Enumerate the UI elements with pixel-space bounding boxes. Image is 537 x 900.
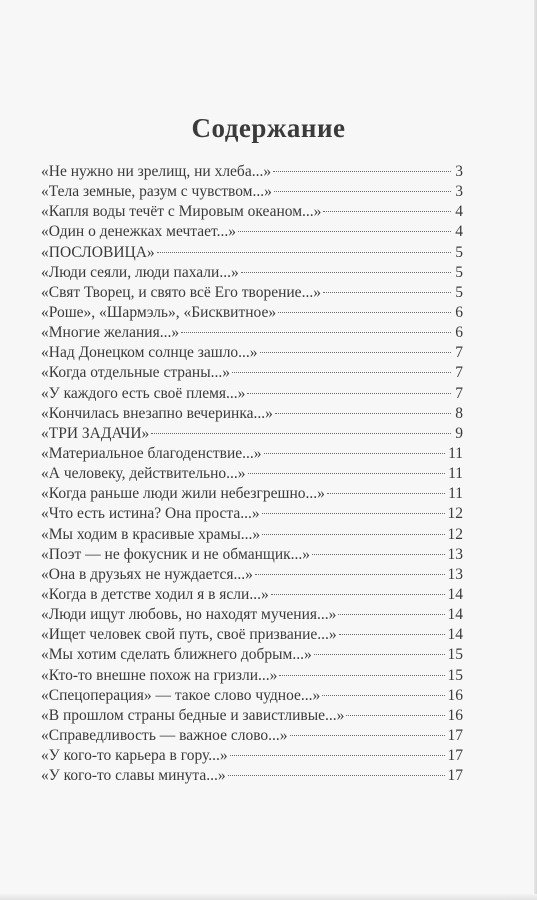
toc-entry	[41, 505, 463, 525]
toc-entry-title: «Когда раньше люди жили небезгрешно...»	[41, 485, 325, 503]
toc-entry-title: «Один о денежках мечтает...»	[41, 223, 236, 241]
toc-dot-leader	[264, 453, 446, 454]
toc-entry-page-number: 15	[447, 646, 463, 664]
toc-entry-title: «Люди сеяли, люди пахали...»	[41, 263, 239, 281]
toc-entry	[41, 264, 463, 284]
toc-entry-title: «Когда в детстве ходил я в ясли...»	[41, 585, 269, 603]
table-of-contents	[41, 163, 463, 787]
toc-entry-page-number: 4	[455, 203, 463, 221]
toc-dot-leader	[232, 372, 451, 373]
toc-entry	[41, 626, 463, 646]
toc-entry-page-number: 16	[447, 706, 463, 724]
toc-entry-page-number: 6	[455, 303, 463, 321]
toc-entry-page-number: 12	[447, 525, 463, 543]
toc-entry-title: «Что есть истина? Она проста...»	[41, 505, 260, 523]
toc-dot-leader	[323, 292, 451, 293]
toc-dot-leader	[255, 574, 445, 575]
toc-dot-leader	[338, 614, 444, 615]
toc-dot-leader	[230, 755, 445, 756]
toc-entry-page-number: 6	[455, 324, 463, 342]
toc-dot-leader	[241, 272, 451, 273]
toc-entry	[41, 566, 463, 586]
toc-entry	[41, 163, 463, 183]
toc-entry-page-number: 4	[455, 223, 463, 241]
toc-entry-title: «Многие желания...»	[41, 324, 180, 342]
toc-entry-page-number: 13	[447, 545, 463, 563]
toc-entry-title: «Капля воды течёт с Мировым океаном...»	[41, 203, 322, 221]
toc-dot-leader	[346, 715, 444, 716]
toc-entry-page-number: 5	[455, 283, 463, 301]
toc-dot-leader	[271, 594, 445, 595]
toc-entry-title: «Когда отдельные страны...»	[41, 364, 230, 382]
toc-entry-page-number: 8	[455, 404, 463, 422]
toc-entry-title: «Мы ходим в красивые храмы...»	[41, 525, 261, 543]
toc-entry	[41, 203, 463, 223]
toc-entry	[41, 747, 463, 767]
toc-entry-page-number: 11	[448, 485, 463, 503]
toc-entry	[41, 385, 463, 405]
toc-entry	[41, 727, 463, 747]
toc-entry	[41, 324, 463, 344]
toc-entry-title: «Спецоперация» — такое слово чудное...»	[41, 686, 321, 704]
toc-entry-title: «Кто-то внешне похож на гризли...»	[41, 666, 278, 684]
toc-entry-title: «Ищет человек свой путь, своё призвание...»	[41, 626, 337, 644]
toc-entry-page-number: 11	[448, 444, 463, 462]
toc-entry-page-number: 16	[447, 686, 463, 704]
toc-entry	[41, 465, 463, 485]
toc-dot-leader	[339, 634, 445, 635]
toc-dot-leader	[314, 654, 445, 655]
toc-entry-title: «ПОСЛОВИЦА»	[41, 243, 155, 261]
toc-dot-leader	[247, 393, 451, 394]
toc-entry-page-number: 13	[447, 565, 463, 583]
toc-entry-title: «У кого-то славы минута...»	[41, 767, 226, 785]
toc-entry-page-number: 17	[447, 726, 463, 744]
toc-dot-leader	[238, 231, 451, 232]
page-title: Содержание	[191, 113, 346, 143]
toc-entry	[41, 707, 463, 727]
toc-dot-leader	[312, 554, 444, 555]
toc-entry-title: «Тела земные, разум с чувством...»	[41, 183, 272, 201]
toc-entry-title: «Справедливость — важное слово...»	[41, 726, 288, 744]
toc-dot-leader	[260, 352, 451, 353]
toc-entry-title: «Не нужно ни зрелищ, ни хлеба...»	[41, 163, 272, 180]
toc-entry	[41, 445, 463, 465]
toc-entry-page-number: 5	[455, 263, 463, 281]
toc-entry-title: «У кого-то карьера в гору...»	[41, 747, 228, 765]
toc-entry	[41, 687, 463, 707]
toc-entry	[41, 284, 463, 304]
toc-dot-leader	[262, 513, 445, 514]
toc-entry-page-number: 17	[447, 747, 463, 765]
toc-entry-page-number: 12	[447, 505, 463, 523]
toc-entry-title: «ТРИ ЗАДАЧИ»	[41, 424, 150, 442]
toc-entry	[41, 304, 463, 324]
toc-dot-leader	[279, 675, 444, 676]
toc-entry	[41, 344, 463, 364]
toc-dot-leader	[273, 171, 451, 172]
toc-entry	[41, 546, 463, 566]
toc-dot-leader	[290, 735, 445, 736]
toc-dot-leader	[327, 493, 445, 494]
toc-dot-leader	[278, 312, 451, 313]
toc-entry-page-number: 9	[455, 424, 463, 442]
toc-entry-page-number: 15	[447, 666, 463, 684]
toc-entry-page-number: 3	[455, 183, 463, 201]
toc-entry	[41, 364, 463, 384]
toc-entry	[41, 767, 463, 787]
toc-dot-leader	[157, 252, 451, 253]
toc-entry	[41, 606, 463, 626]
toc-dot-leader	[323, 211, 451, 212]
toc-entry	[41, 183, 463, 203]
toc-entry-page-number: 14	[447, 626, 463, 644]
toc-dot-leader	[248, 473, 446, 474]
toc-entry	[41, 244, 463, 264]
toc-entry-title: «Люди ищут любовь, но находят мучения...»	[41, 606, 337, 624]
toc-entry-title: «В прошлом страны бедные и завистливые...»	[41, 706, 345, 724]
toc-entry	[41, 405, 463, 425]
toc-entry-title: «У каждого есть своё племя...»	[41, 384, 246, 402]
toc-entry	[41, 425, 463, 445]
toc-dot-leader	[275, 413, 451, 414]
toc-dot-leader	[151, 433, 451, 434]
toc-dot-leader	[181, 332, 451, 333]
toc-entry-page-number: 3	[455, 163, 463, 180]
toc-entry	[41, 667, 463, 687]
toc-entry-page-number: 11	[448, 465, 463, 483]
toc-entry	[41, 485, 463, 505]
toc-entry-page-number: 14	[447, 585, 463, 603]
toc-entry-page-number: 7	[455, 384, 463, 402]
toc-entry-page-number: 17	[447, 767, 463, 785]
toc-dot-leader	[262, 534, 444, 535]
toc-dot-leader	[228, 775, 445, 776]
toc-entry	[41, 586, 463, 606]
toc-entry-title: «Свят Творец, и свято всё Его творение...»	[41, 283, 321, 301]
toc-entry-title: «Над Донецком солнце зашло...»	[41, 344, 258, 362]
toc-entry-title: «Мы хотим сделать ближнего добрым...»	[41, 646, 312, 664]
toc-entry-title: «Материальное благоденствие...»	[41, 444, 262, 462]
toc-entry-title: «Кончилась внезапно вечеринка...»	[41, 404, 273, 422]
page-bottom-edge	[0, 894, 537, 900]
toc-entry-title: «А человеку, действительно...»	[41, 465, 246, 483]
toc-entry-title: «Она в друзьях не нуждается...»	[41, 565, 253, 583]
toc-entry	[41, 223, 463, 243]
toc-entry-page-number: 7	[455, 344, 463, 362]
toc-entry-title: «Роше», «Шармэль», «Бисквитное»	[41, 303, 277, 321]
toc-entry	[41, 526, 463, 546]
toc-entry-title: «Поэт — не фокусник и не обманщик...»	[41, 545, 311, 563]
toc-dot-leader	[274, 191, 451, 192]
toc-entry-page-number: 5	[455, 243, 463, 261]
toc-entry	[41, 646, 463, 666]
toc-entry-page-number: 14	[447, 606, 463, 624]
toc-entry-page-number: 7	[455, 364, 463, 382]
toc-dot-leader	[322, 695, 444, 696]
